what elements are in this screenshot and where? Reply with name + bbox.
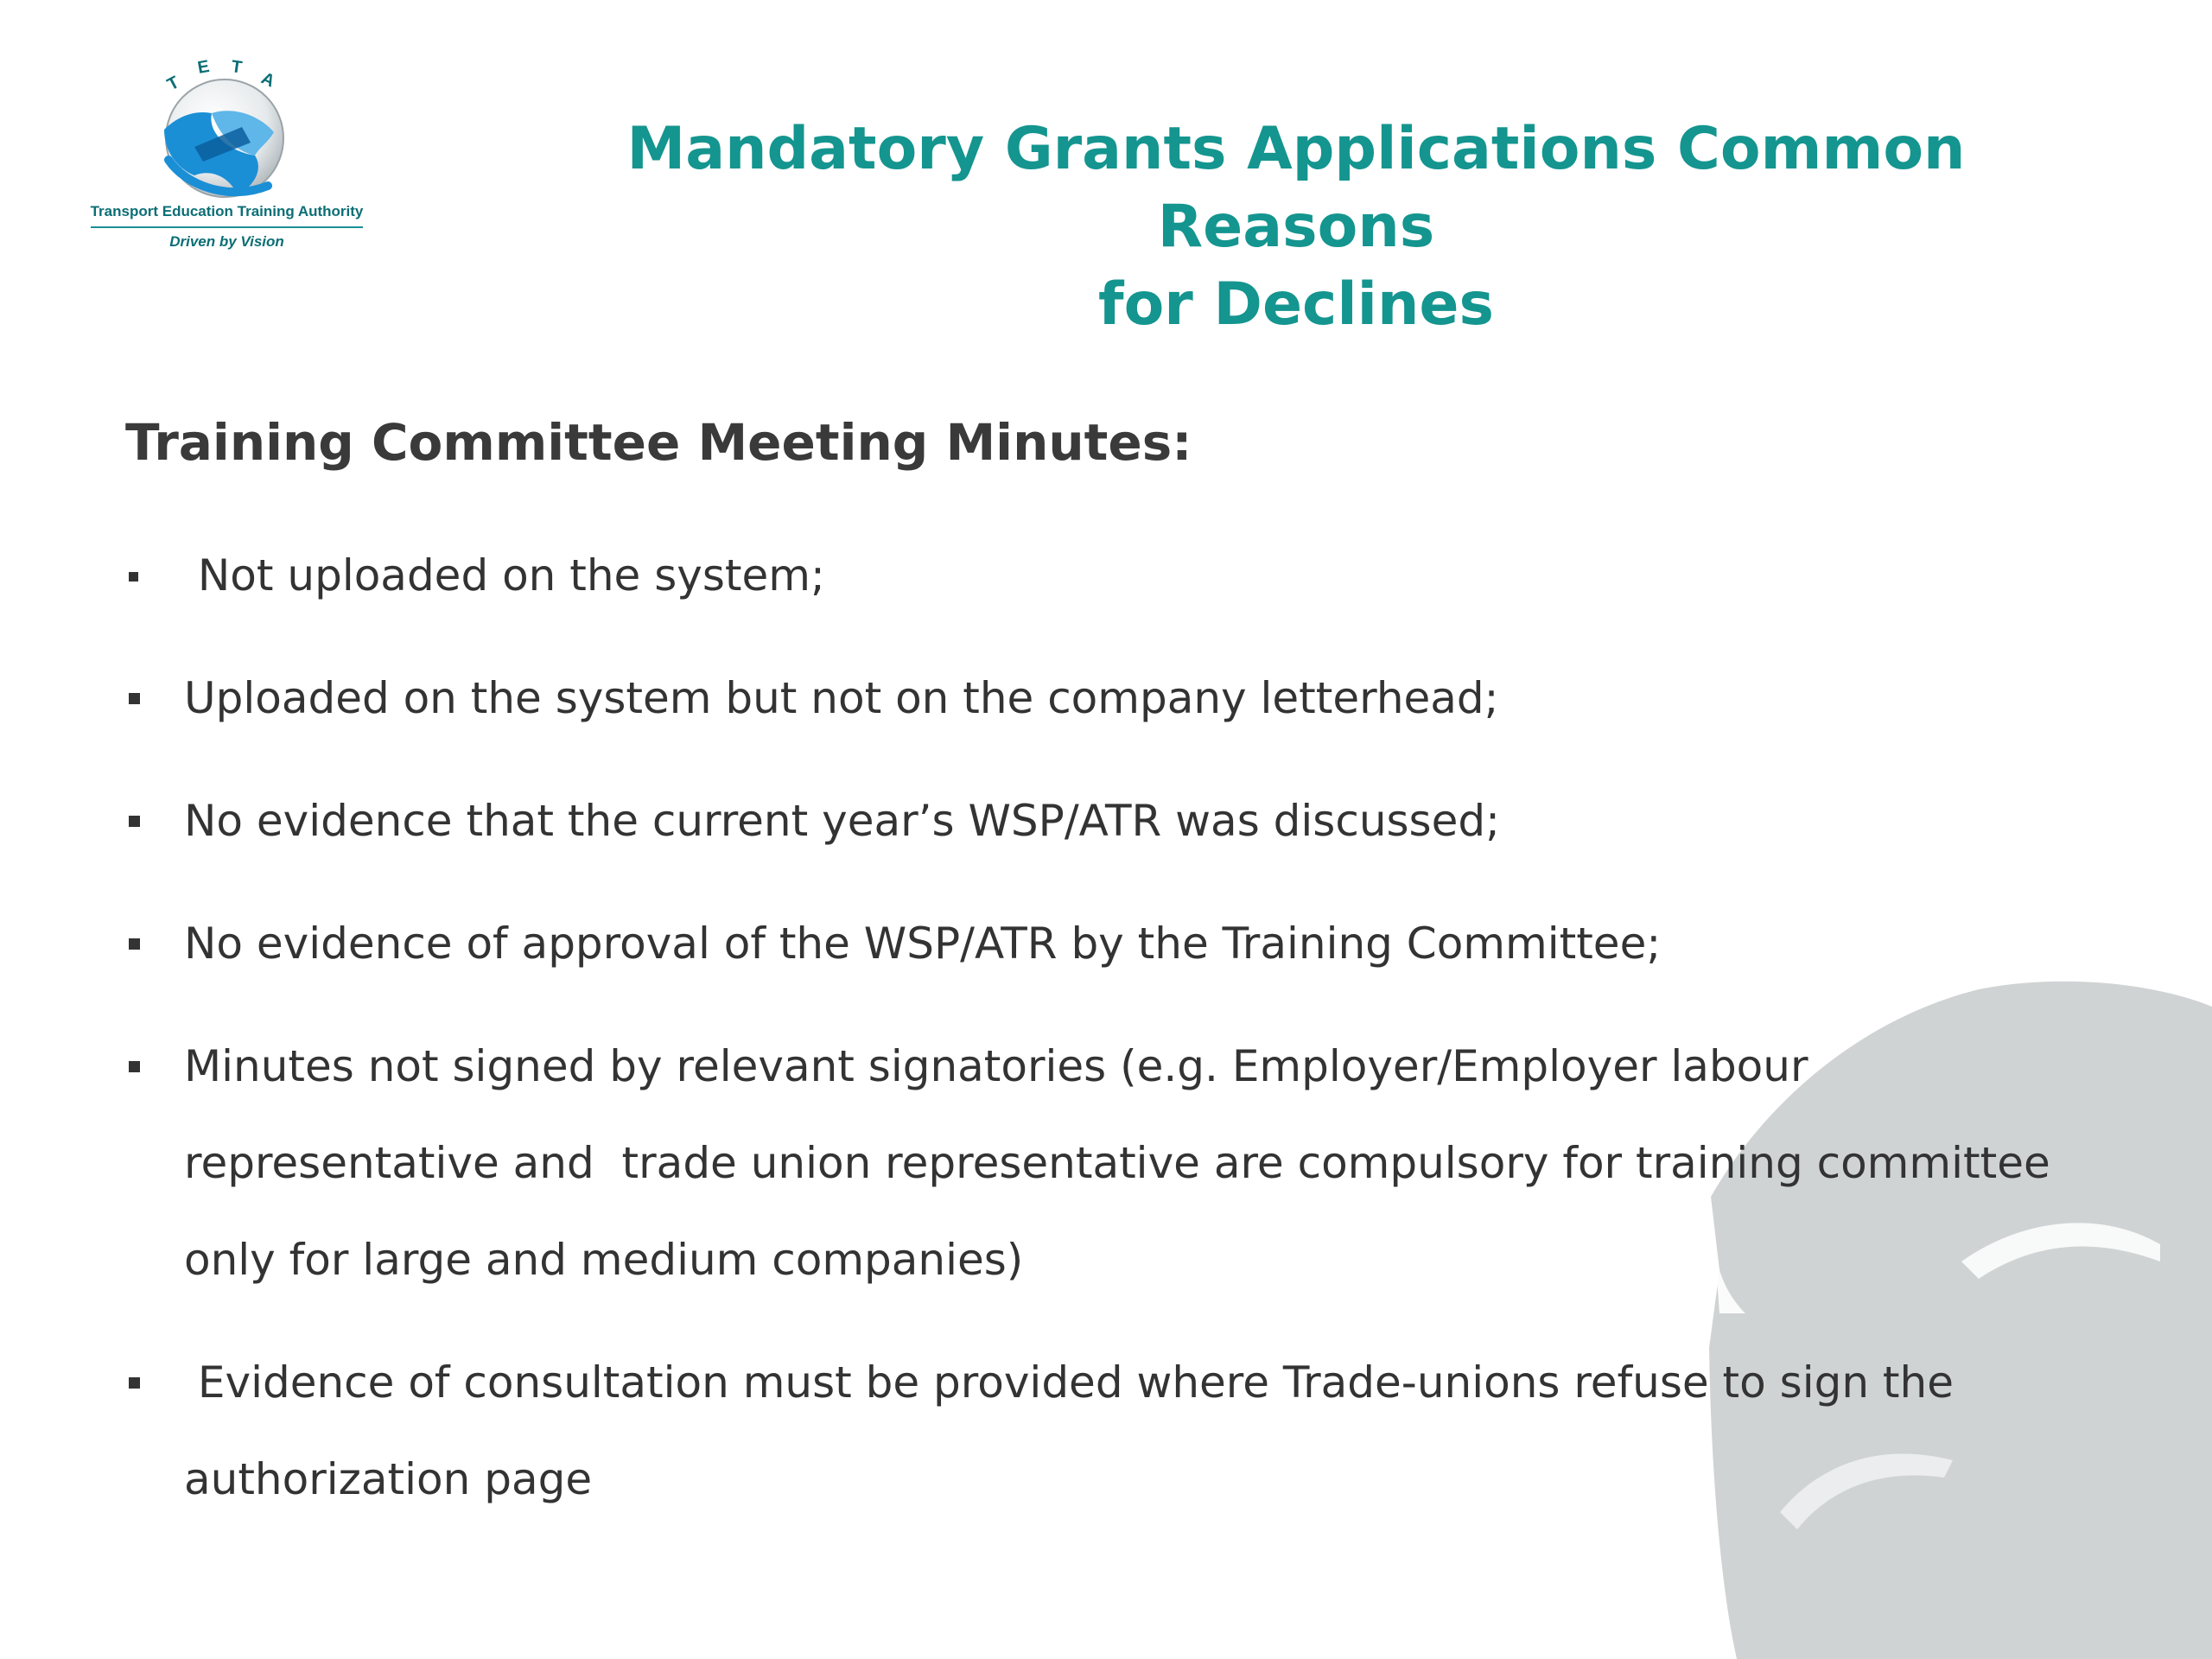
bullet-square-icon: [129, 816, 140, 827]
logo-divider: [91, 226, 363, 228]
logo-letter: E: [196, 56, 212, 78]
bullet-item: [125, 650, 2113, 747]
slide-title: [484, 111, 2108, 344]
globe-icon: [82, 56, 372, 203]
bullet-text: Uploaded on the system but not on the company letterhead;: [184, 673, 1499, 723]
logo-tagline: Driven by Vision: [169, 233, 284, 250]
bullet-square-icon: [129, 572, 138, 582]
logo-organization-name: Transport Education Training Authority: [90, 203, 364, 219]
bullet-list: [125, 527, 2113, 1554]
bullet-text: No evidence that the current year’s WSP/ATR was discussed;: [184, 796, 1500, 846]
section-heading: Training Committee Meeting Minutes:: [125, 413, 1192, 472]
logo-letter: T: [230, 57, 244, 78]
bullet-item: [125, 527, 2113, 624]
bullet-item: [125, 1018, 2137, 1308]
teta-logo: [82, 56, 372, 268]
slide-title-line-2: for Declines: [1097, 270, 1494, 339]
bullet-square-icon: [129, 693, 140, 704]
bullet-square-icon: [129, 938, 140, 950]
bullet-text: Not uploaded on the system;: [184, 550, 825, 601]
slide-title-line-1: Mandatory Grants Applications Common Reasons: [626, 115, 1966, 261]
logo-letter: T: [164, 73, 183, 95]
bullet-item: [125, 895, 2113, 992]
bullet-item: [125, 1334, 2024, 1528]
bullet-text: No evidence of approval of the WSP/ATR by the Training Committee;: [184, 918, 1662, 969]
bullet-text: Minutes not signed by relevant signatories (e.g. Employer/Employer labour representative and trade union representative are compulsory for training committee only for large and medium companies): [184, 1041, 2064, 1285]
bullet-square-icon: [129, 1061, 140, 1072]
bullet-item: [125, 772, 2113, 869]
bullet-square-icon: [129, 1377, 140, 1389]
bullet-text: Evidence of consultation must be provided where Trade-unions refuse to sign the authorization page: [184, 1357, 1967, 1504]
logo-letter: A: [257, 68, 278, 92]
